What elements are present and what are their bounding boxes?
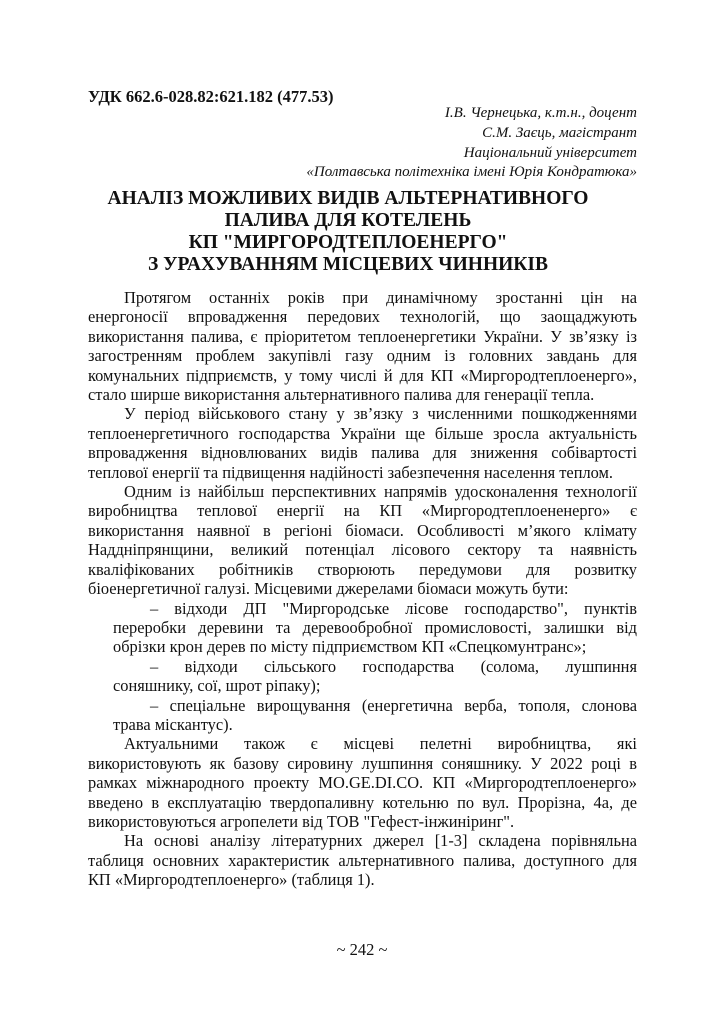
affiliation-2: «Полтавська політехніка імені Юрія Кондратюка»: [306, 164, 637, 181]
text-line: У період військового стану у зв’язку з численними пошкодженнями: [124, 404, 637, 424]
text-line: біоенергетичної галузі. Місцевими джерелами біомаси можуть бути:: [88, 579, 569, 599]
text-line: використовують як базову сировину лушпиння соняшнику. У 2022 році в: [88, 753, 637, 773]
text-line: обрізки крон дерев по місту підприємством КП «Спецкомунтранс»;: [113, 637, 587, 657]
text-line: КП «Миргородтеплоенерго» (таблиця 1).: [88, 870, 375, 890]
text-line: таблиця основних характеристик альтернативного палива, доступного для: [88, 850, 637, 870]
udc-code: УДК 662.6-028.82:621.182 (477.53): [88, 87, 334, 106]
title-line: З УРАХУВАННЯМ МІСЦЕВИХ ЧИННИКІВ: [147, 254, 549, 275]
title-line: КП "МИРГОРОДТЕПЛОЕНЕРГО": [188, 232, 508, 253]
list-item: [88, 696, 637, 735]
article-body: [88, 288, 637, 890]
text-line: використання наявної в регіоні біомаси. Особливості м’якого клімату: [88, 520, 637, 540]
author-1: І.В. Чернецька, к.т.н., доцент: [444, 105, 637, 121]
list-item: [88, 599, 637, 657]
author-block: [306, 104, 637, 183]
text-line: енергоносії впровадження передових технологій, що заощаджують: [88, 307, 637, 327]
text-line: використання палива, є пріоритетом теплоенергетики України. У зв’язку із: [88, 326, 637, 346]
text-line: стало ширше використання альтернативного палива для генерації тепла.: [88, 385, 595, 405]
paragraph: [88, 831, 637, 889]
paragraph: [88, 734, 637, 831]
text-line: – відходи сільського господарства (солома, лушпиння: [150, 656, 637, 676]
page-number: ~ 242 ~: [336, 940, 388, 959]
text-line: рамках міжнародного проекту MO.GE.DI.CO. КП «Миргородтеплоенерго»: [88, 773, 637, 793]
text-line: впровадження відновлюваних видів палива для зниження собівартості: [88, 443, 637, 463]
text-line: кваліфікованих робітників створюють передумови для розвитку: [88, 559, 637, 579]
text-line: Протягом останніх років при динамічному зростанні цін на: [124, 288, 637, 307]
title-line: АНАЛІЗ МОЖЛИВИХ ВИДІВ АЛЬТЕРНАТИВНОГО: [107, 188, 589, 209]
affiliation-1: Національний університет: [463, 144, 637, 161]
text-line: теплоенергетичного господарства України ще більше зросла актуальність: [88, 423, 637, 443]
text-line: переробки деревини та деревообробної промисловості, залишки від: [113, 617, 637, 637]
text-line: трава міскантус).: [113, 714, 233, 734]
text-line: загостренням проблем закупівлі газу одним із головних завдань для: [88, 346, 637, 366]
text-line: – відходи ДП "Миргородське лісове господарство", пунктів: [150, 598, 637, 618]
text-line: Одним із найбільш перспективних напрямів удосконалення технології: [124, 482, 637, 502]
text-line: соняшнику, сої, шрот ріпаку);: [113, 676, 321, 696]
text-line: Наддніпрянщини, великий потенціал лісового сектору та наявність: [88, 540, 637, 560]
paragraph: [88, 404, 637, 482]
text-line: використовуються агропелети від ТОВ "Гефест-інжиніринг".: [88, 811, 515, 831]
text-line: теплової енергії та підвищення надійності забезпечення населення теплом.: [88, 462, 613, 482]
text-line: введено в експлуатацію твердопаливну котельню по вул. Прорізна, 4а, де: [88, 792, 637, 812]
text-line: Актуальними також є місцеві пелетні виробництва, які: [124, 734, 637, 754]
text-line: На основі аналізу літературних джерел [1-3] складена порівняльна: [124, 831, 637, 851]
paragraph: [88, 288, 637, 404]
text-line: виробництва теплової енергії на КП «Миргородтеплоененерго» є: [88, 501, 637, 521]
list-item: [88, 657, 637, 696]
article-title: [60, 188, 636, 276]
author-2: С.М. Заєць, магістрант: [482, 124, 637, 141]
text-line: комунальних підприємств, у тому числі й для КП «Миргородтеплоенерго»,: [88, 365, 637, 385]
title-line: ПАЛИВА ДЛЯ КОТЕЛЕНЬ: [224, 210, 472, 231]
text-line: – спеціальне вирощування (енергетична верба, тополя, слонова: [150, 695, 637, 715]
paragraph: [88, 482, 637, 598]
